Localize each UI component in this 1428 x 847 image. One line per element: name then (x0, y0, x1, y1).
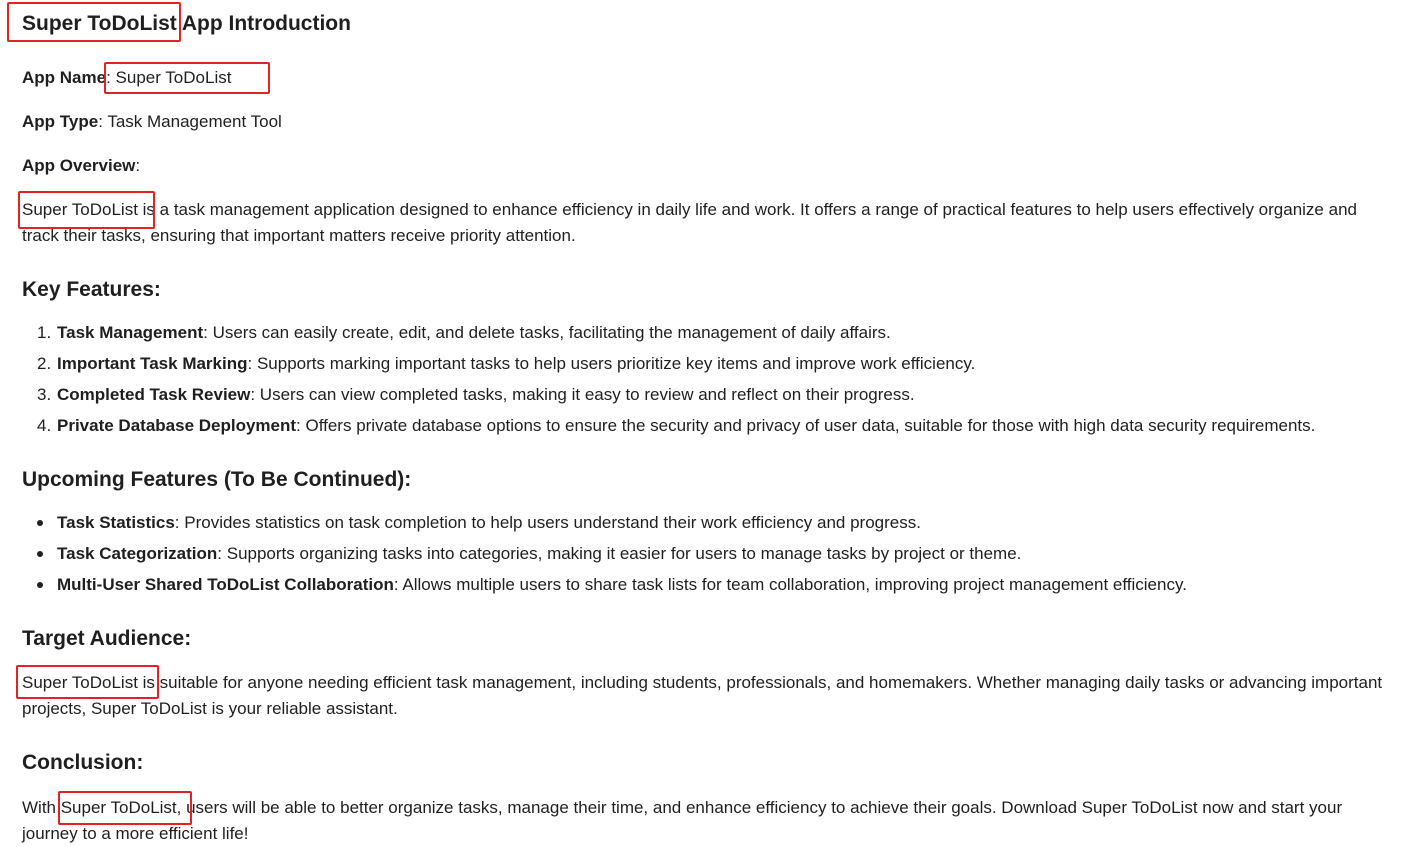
list-number: 3. (37, 385, 52, 404)
list-number: 1. (37, 323, 52, 342)
feature-title: Important Task Marking (57, 354, 248, 373)
feature-text: : Allows multiple users to share task lists for team collaboration, improving project management efficiency. (393, 575, 1187, 594)
list-item (22, 382, 1402, 413)
feature-title: Task Categorization (57, 544, 218, 563)
conclusion-heading: Conclusion: (22, 751, 144, 774)
key-features-heading: Key Features: (22, 278, 161, 301)
feature-text: : Supports marking important tasks to help users prioritize key items and improve work efficiency. (247, 354, 976, 373)
title-app-name: Super ToDoList (22, 12, 177, 35)
list-item (22, 320, 1402, 351)
app-name-label: App Name (22, 68, 107, 87)
feature-title: Multi-User Shared ToDoList Collaboration (57, 575, 394, 594)
page-title (22, 10, 351, 38)
app-overview-label: App Overview (22, 156, 136, 175)
key-features-list (22, 320, 1402, 444)
title-suffix: App Introduction (176, 12, 351, 35)
list-item (22, 541, 1402, 572)
feature-title: Private Database Deployment (57, 416, 297, 435)
feature-text: : Supports organizing tasks into categories, making it easier for users to manage tasks by project or theme. (217, 544, 1022, 563)
list-number: 4. (37, 416, 52, 435)
feature-text: : Users can view completed tasks, making it easy to review and reflect on their progress. (250, 385, 915, 404)
list-number: 2. (37, 354, 52, 373)
feature-title: Completed Task Review (57, 385, 251, 404)
app-type-label: App Type (22, 112, 99, 131)
feature-title: Task Statistics (57, 513, 175, 532)
app-overview-line (22, 154, 140, 178)
upcoming-features-heading: Upcoming Features (To Be Continued): (22, 468, 412, 491)
bullet-icon (37, 582, 43, 588)
conclusion-paragraph: With Super ToDoList, users will be able to better organize tasks, manage their time, and enhance efficiency to achieve their goals. Download Super ToDoList now and start your journey to a more efficient life! (22, 798, 1343, 843)
bullet-icon (37, 520, 43, 526)
app-name-value: : Super ToDoList (106, 68, 232, 87)
feature-title: Task Management (57, 323, 204, 342)
list-item (22, 351, 1402, 382)
feature-text: : Users can easily create, edit, and delete tasks, facilitating the management of daily affairs. (203, 323, 891, 342)
upcoming-features-list (22, 510, 1402, 603)
app-type-value: : Task Management Tool (98, 112, 282, 131)
feature-text: : Offers private database options to ensure the security and privacy of user data, suitable for those with high data security requirements. (296, 416, 1316, 435)
app-name-line (22, 66, 231, 90)
list-item (22, 413, 1402, 444)
target-audience-heading: Target Audience: (22, 627, 192, 650)
overview-paragraph: Super ToDoList is a task management application designed to enhance efficiency in daily life and work. It offers a range of practical features to help users effectively organize and track their tasks, ensuring that important matters receive priority attention. (22, 200, 1357, 245)
target-audience-paragraph: Super ToDoList is suitable for anyone needing efficient task management, including students, professionals, and homemakers. Whether managing daily tasks or advancing important projects, Super ToDoList is your reliable assistant. (22, 673, 1383, 718)
app-overview-colon: : (135, 156, 141, 175)
app-type-line (22, 110, 282, 134)
bullet-icon (37, 551, 43, 557)
list-item (22, 510, 1402, 541)
feature-text: : Provides statistics on task completion to help users understand their work efficiency and progress. (174, 513, 921, 532)
list-item (22, 572, 1402, 603)
